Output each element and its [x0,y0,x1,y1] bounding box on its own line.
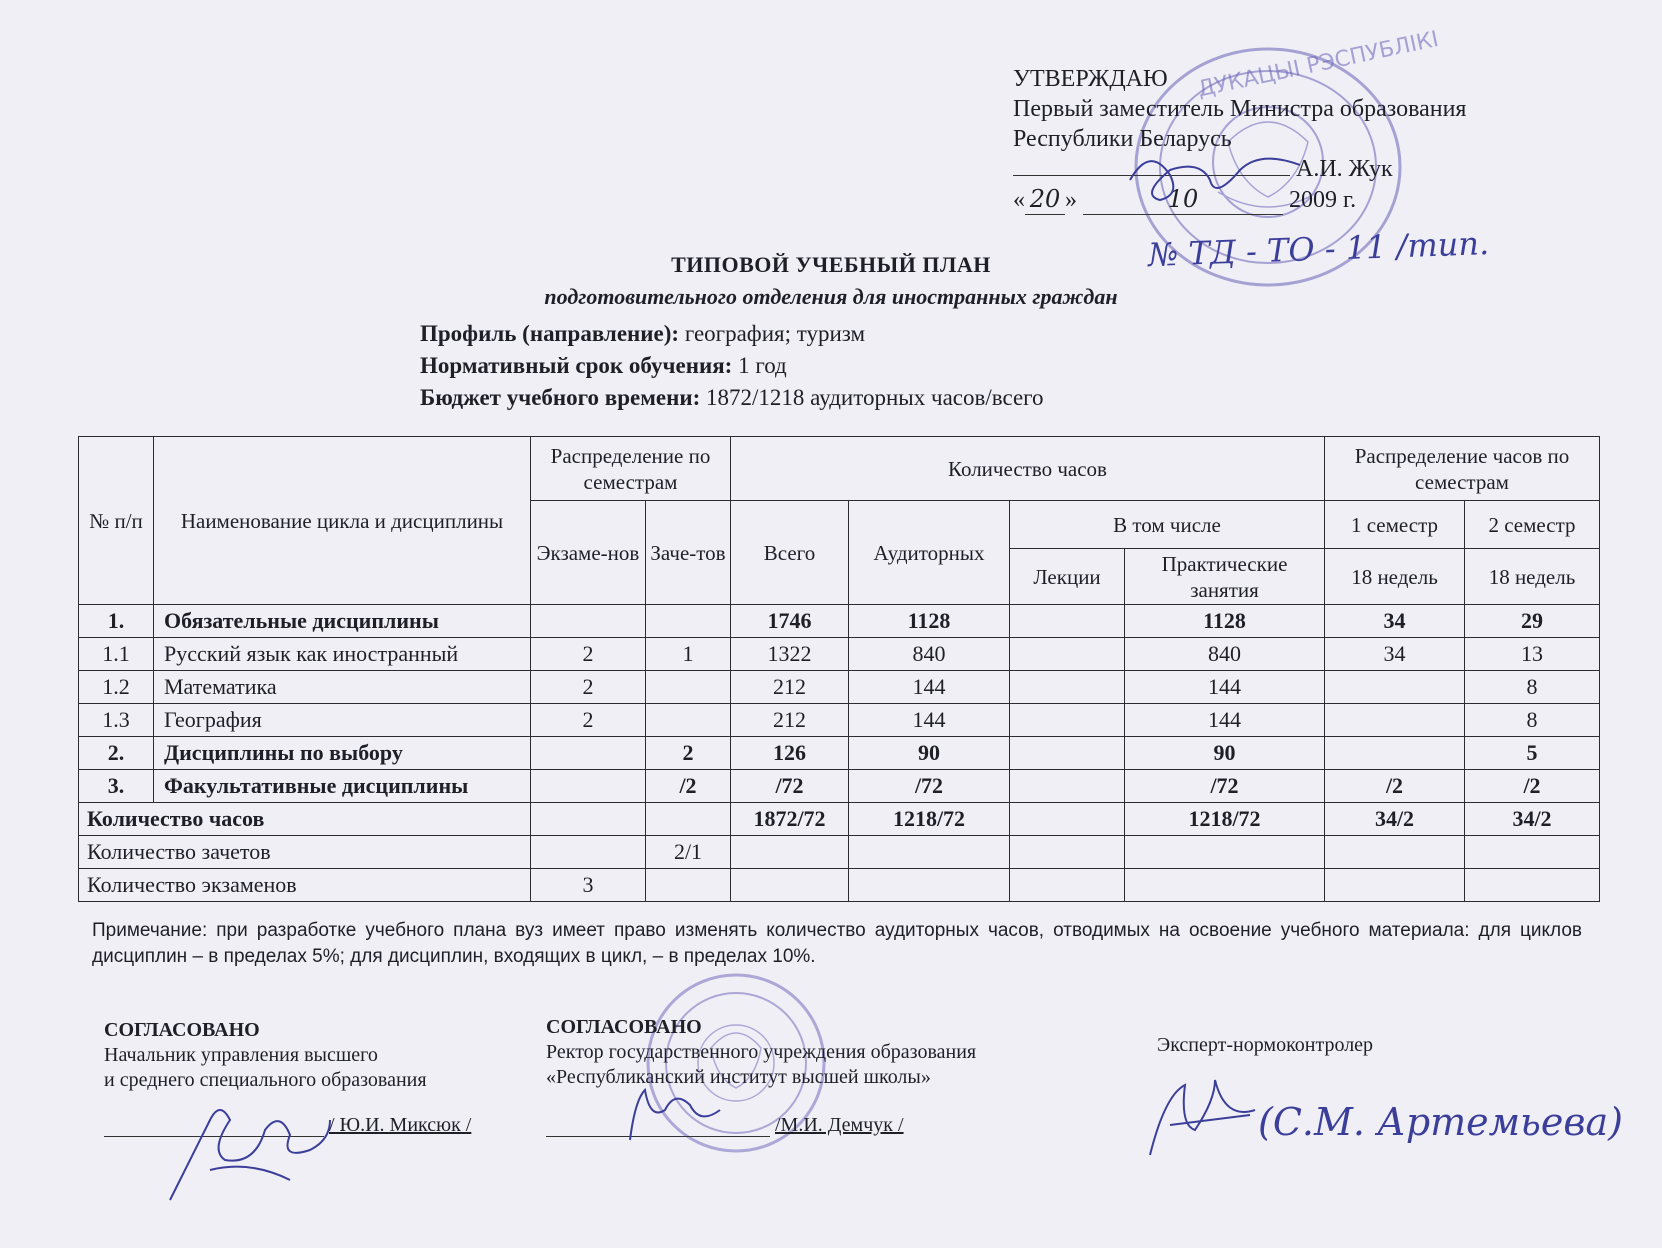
table-row [79,770,1600,803]
cell-total: 212 [731,671,849,704]
signature-right [1140,1075,1260,1165]
date-quote-open: « [1013,187,1025,213]
approval-date-day: 20 [1025,184,1065,215]
cell-exams [531,737,646,770]
cell-name: Факультативные дисциплины [154,770,531,803]
header-hours: Количество часов [731,437,1325,501]
profile-line [420,318,1044,350]
signatory-left-name: / Ю.И. Миксюк / [329,1114,472,1136]
cell-exams [531,605,646,638]
cell-sem1 [1325,671,1465,704]
cell-total: 1746 [731,605,849,638]
cell-practical [1125,869,1325,902]
cell-auditory [849,869,1010,902]
header-lectures: Лекции [1010,549,1125,605]
summary-label: Количество часов [79,803,531,836]
cell-name: Дисциплины по выбору [154,737,531,770]
agreement-left-line1: Начальник управления высшего [104,1044,378,1066]
agreement-left-line2: и среднего специального образования [104,1069,427,1091]
cell-sem2: 8 [1465,704,1600,737]
approval-date-month: 10 [1083,184,1283,215]
document-title-block [0,252,1662,310]
summary-row [79,803,1600,836]
signature-middle [620,1080,730,1150]
header-name: Наименование цикла и дисциплины [154,437,531,605]
agreement-middle-line2: «Республиканский институт высшей школы» [546,1066,931,1088]
approval-heading: УТВЕРЖДАЮ [1013,66,1168,92]
term-label: Нормативный срок обучения: [420,353,733,378]
budget-value: 1872/1218 аудиторных часов/всего [700,385,1044,410]
cell-sem1: /2 [1325,770,1465,803]
header-total: Всего [731,501,849,605]
table-row [79,671,1600,704]
cell-sem1: 34 [1325,638,1465,671]
cell-total [731,836,849,869]
approval-date-year: 2009 г. [1289,187,1357,213]
table-row [79,704,1600,737]
cell-sem1 [1325,704,1465,737]
header-semester-distribution: Распределение по семестрам [531,437,731,501]
cell-auditory: 1218/72 [849,803,1010,836]
signatory-middle-name: /М.И. Демчук / [775,1114,904,1136]
header-semester-1: 1 семестр [1325,501,1465,549]
cell-exams [531,803,646,836]
cell-practical [1125,836,1325,869]
cell-credits [646,605,731,638]
cell-credits: 1 [646,638,731,671]
header-exams: Экзаме-нов [531,501,646,605]
cell-total: 212 [731,704,849,737]
cell-exams: 2 [531,704,646,737]
cell-auditory: 144 [849,704,1010,737]
cell-sem2: 8 [1465,671,1600,704]
expert-title: Эксперт-нормоконтролер [1157,1034,1374,1056]
cell-credits [646,704,731,737]
cell-name: Обязательные дисциплины [154,605,531,638]
agreement-left-heading: СОГЛАСОВАНО [104,1019,260,1041]
cell-total: 126 [731,737,849,770]
profile-label: Профиль (направление): [420,321,680,346]
header-weeks-2: 18 недель [1465,549,1600,605]
document-info [420,318,1044,414]
svg-text:ДУКАЦЫІ РЭСПУБЛІКІ: ДУКАЦЫІ РЭСПУБЛІКІ [1195,26,1441,103]
cell-name: Математика [154,671,531,704]
cell-sem2: 5 [1465,737,1600,770]
cell-lectures [1010,836,1125,869]
header-including: В том числе [1010,501,1325,549]
cell-num: 2. [79,737,154,770]
cell-sem1 [1325,836,1465,869]
cell-lectures [1010,770,1125,803]
cell-credits: 2/1 [646,836,731,869]
header-auditory: Аудиторных [849,501,1010,605]
approver-name: А.И. Жук [1296,156,1393,182]
budget-line [420,382,1044,414]
curriculum-table [78,436,1600,902]
document-title: ТИПОВОЙ УЧЕБНЫЙ ПЛАН [671,252,991,277]
registration-number: № ТД - ТО - 11 /тип. [1147,224,1490,274]
agreement-block-left [104,1018,427,1093]
cell-lectures [1010,605,1125,638]
cell-num: 1.3 [79,704,154,737]
agreement-block-middle [546,1015,976,1090]
cell-practical: 1218/72 [1125,803,1325,836]
cell-sem2 [1465,836,1600,869]
header-num: № п/п [79,437,154,605]
budget-label: Бюджет учебного времени: [420,385,701,410]
cell-num: 1. [79,605,154,638]
cell-practical: 1128 [1125,605,1325,638]
cell-sem2: 34/2 [1465,803,1600,836]
cell-lectures [1010,671,1125,704]
summary-label: Количество зачетов [79,836,531,869]
profile-value: география; туризм [679,321,866,346]
term-line [420,350,1044,382]
cell-auditory: 90 [849,737,1010,770]
cell-sem1 [1325,869,1465,902]
approval-position-line1: Первый заместитель Министра образования [1013,96,1467,122]
cell-credits: 2 [646,737,731,770]
cell-sem2 [1465,869,1600,902]
cell-total: /72 [731,770,849,803]
header-semester-2: 2 семестр [1465,501,1600,549]
cell-practical: 144 [1125,704,1325,737]
cell-sem2: /2 [1465,770,1600,803]
expert-handwritten-name: (С.М. Артемьева) [1258,1100,1623,1144]
cell-sem1: 34/2 [1325,803,1465,836]
cell-exams [531,770,646,803]
header-hours-distribution: Распределение часов по семестрам [1325,437,1600,501]
expert-block [1157,1033,1373,1058]
table-row [79,605,1600,638]
cell-credits [646,671,731,704]
cell-total [731,869,849,902]
cell-practical: /72 [1125,770,1325,803]
cell-auditory: 144 [849,671,1010,704]
table-row [79,737,1600,770]
document-subtitle: подготовительного отделения для иностранных граждан [544,284,1118,309]
cell-practical: 144 [1125,671,1325,704]
cell-lectures [1010,803,1125,836]
cell-sem1: 34 [1325,605,1465,638]
cell-lectures [1010,869,1125,902]
header-practical: Практические занятия [1125,549,1325,605]
cell-practical: 840 [1125,638,1325,671]
summary-row [79,836,1600,869]
cell-num: 3. [79,770,154,803]
cell-num: 1.2 [79,671,154,704]
cell-auditory [849,836,1010,869]
approver-signature [1120,140,1320,220]
cell-total: 1872/72 [731,803,849,836]
date-quote-close: » [1065,187,1077,213]
cell-total: 1322 [731,638,849,671]
summary-row [79,869,1600,902]
header-credits: Заче-тов [646,501,731,605]
cell-auditory: 1128 [849,605,1010,638]
cell-sem1 [1325,737,1465,770]
cell-sem2: 29 [1465,605,1600,638]
footnote: Примечание: при разработке учебного плана вуз имеет право изменять количество аудиторных часов, отводимых на освоение учебного материала: для циклов дисциплин – в пределах 5%; для дисциплин, входящих в цикл, – в пределах 10%. [92,920,1582,967]
cell-lectures [1010,737,1125,770]
cell-exams: 2 [531,671,646,704]
cell-exams: 3 [531,869,646,902]
agreement-middle-line1: Ректор государственного учреждения образования [546,1041,977,1063]
term-value: 1 год [732,353,787,378]
cell-exams [531,836,646,869]
cell-name: Русский язык как иностранный [154,638,531,671]
header-weeks-1: 18 недель [1325,549,1465,605]
cell-lectures [1010,638,1125,671]
agreement-middle-heading: СОГЛАСОВАНО [546,1016,702,1038]
cell-auditory: /72 [849,770,1010,803]
signature-left [150,1090,340,1210]
cell-credits [646,869,731,902]
cell-lectures [1010,704,1125,737]
cell-auditory: 840 [849,638,1010,671]
approval-position-line2: Республики Беларусь [1013,126,1232,152]
cell-credits: /2 [646,770,731,803]
cell-num: 1.1 [79,638,154,671]
table-row [79,638,1600,671]
cell-credits [646,803,731,836]
cell-exams: 2 [531,638,646,671]
cell-sem2: 13 [1465,638,1600,671]
cell-practical: 90 [1125,737,1325,770]
cell-name: География [154,704,531,737]
summary-label: Количество экзаменов [79,869,531,902]
